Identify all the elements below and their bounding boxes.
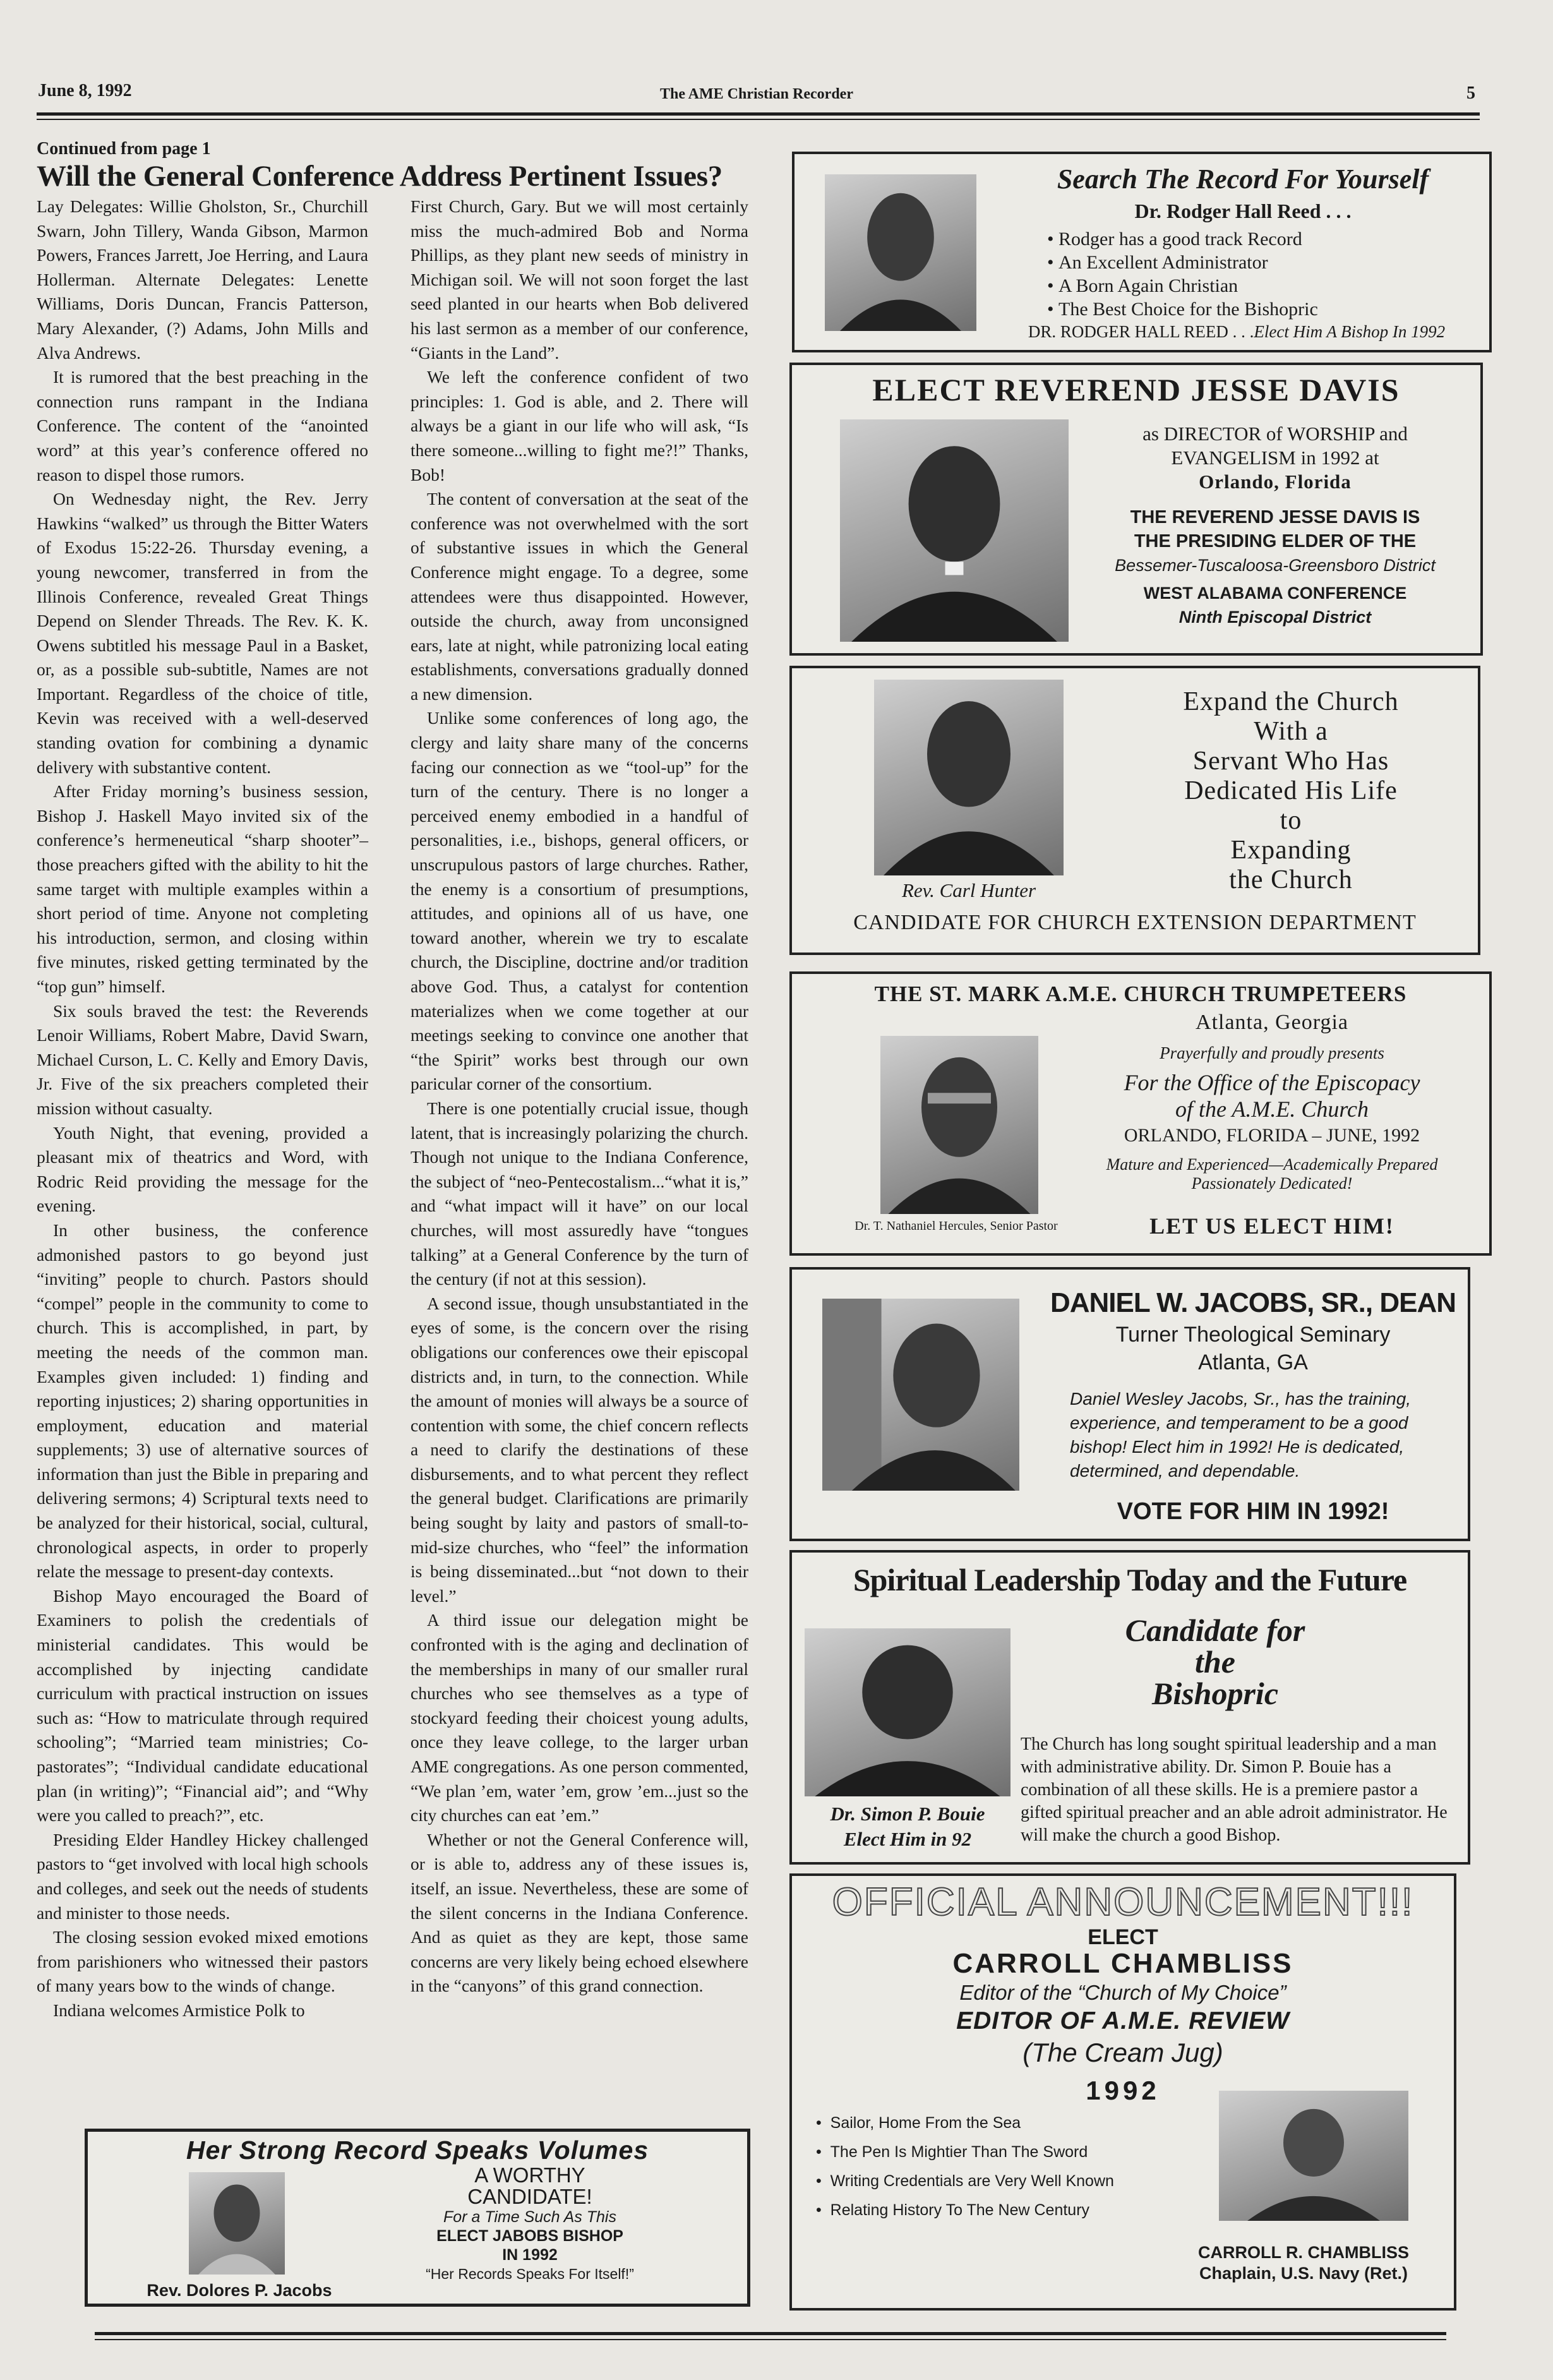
header-rule-thin xyxy=(37,119,1480,120)
paragraph: In other business, the conference admonished pastors to go beyond just “inviting” people to church. Pastors should “compel” people in the community to come to church. This is accomplished, in part, by meeting the needs of the common man. Examples given included: 1) finding and reporting injustices; 2) sharing opportunities in employment, education and material supplements; 3) use of alternative sources of information than just the Bible in preparing and delivering sermons; 4) Scriptural texts need to be analyzed for their historical, social, cultural, chronological aspects, in order to properly relate the message to present-day contexts. xyxy=(37,1220,368,1582)
continued-label: Continued from page 1 xyxy=(37,139,211,159)
paragraph: Youth Night, that evening, provided a pleasant mix of theatrics and Word, with Rodric Reid providing the message for the evening. xyxy=(37,1122,368,1216)
publication-name: The AME Christian Recorder xyxy=(660,86,853,102)
bullet-list xyxy=(1047,227,1318,321)
ad-carl-hunter xyxy=(789,666,1480,955)
paragraph: A third issue our delegation might be confronted with is the aging and declination of the memberships in many of our smaller rural churches who see themselves as a type of stockyard feeding their choicest young adults, once they leave college, to the larger urban AME congregations. As one person commented, “We plan ’em, water ’em, grow ’em...just so the city churches can eat ’em.” xyxy=(411,1610,748,1825)
ad-description: The Church has long sought spiritual leadership and a man with administrative ability. Dr. Simon P. Bouie has a combination of all these skills. He is a premiere pastor a gifted spiritual preacher and an able adroit administrator. He will make the church a good Bishop. xyxy=(1021,1734,1448,1845)
list-item: • Sailor, Home From the Sea xyxy=(816,2114,1021,2132)
footer-rule-thin xyxy=(95,2339,1446,2340)
ad-jesse-davis xyxy=(789,363,1483,656)
article-headline: Will the General Conference Address Pertinent Issues? xyxy=(37,160,723,193)
bullet-list xyxy=(816,2108,1114,2225)
ad-slogan: LET US ELECT HIM! xyxy=(1149,1213,1394,1239)
list-item: • An Excellent Administrator xyxy=(1047,252,1268,273)
paragraph: The closing session evoked mixed emotions from parishioners who witnessed their pastors of many years bow to the winds of change. xyxy=(37,1927,368,1996)
list-item: • Writing Credentials are Very Well Known xyxy=(816,2172,1114,2190)
ad-title: ELECT REVEREND JESSE DAVIS xyxy=(872,372,1400,407)
ad-footer: DR. RODGER HALL REED . . .Elect Him A Bishop In 1992 xyxy=(1028,322,1446,341)
photo-caption: CARROLL R. CHAMBLISS Chaplain, U.S. Navy (Ret.) xyxy=(1198,2243,1409,2283)
portrait-photo xyxy=(805,1628,1010,1796)
office: EDITOR OF A.M.E. REVIEW xyxy=(956,2007,1290,2034)
list-item: • The Best Choice for the Bishopric xyxy=(1047,299,1318,320)
portrait-photo xyxy=(840,419,1069,642)
portrait-photo xyxy=(1219,2091,1408,2221)
header-rule xyxy=(37,112,1480,116)
list-item: • Relating History To The New Century xyxy=(816,2201,1090,2219)
ad-footer: CANDIDATE FOR CHURCH EXTENSION DEPARTMENT xyxy=(853,911,1417,934)
ad-text: Prayerfully and proudly presents For the Office of the Episcopacy of the A.M.E. Church ORLANDO, FLORIDA – JUNE, 1992 Mature and Experienced—Academically Prepared Passionately Dedicated! xyxy=(1106,1043,1438,1193)
editor-of: Editor of the “Church of My Choice” xyxy=(959,1981,1286,2004)
nickname: (The Cream Jug) xyxy=(1022,2038,1223,2067)
photo-caption: Rev. Dolores P. Jacobs xyxy=(147,2281,332,2300)
portrait-photo xyxy=(822,1299,1019,1491)
candidate-name: CARROLL CHAMBLISS xyxy=(952,1948,1293,1979)
ad-simon-bouie xyxy=(789,1550,1470,1865)
portrait-photo xyxy=(189,2172,285,2275)
elect-label: ELECT xyxy=(1088,1925,1158,1949)
portrait-photo xyxy=(880,1036,1038,1214)
ad-title: Her Strong Record Speaks Volumes xyxy=(186,2136,649,2165)
announcement-banner: OFFICIAL ANNOUNCEMENT!!! xyxy=(832,1880,1414,1924)
city: Atlanta, GA xyxy=(1198,1350,1308,1374)
footer-rule xyxy=(95,2332,1446,2335)
portrait-photo xyxy=(874,680,1064,875)
paragraph: Lay Delegates: Willie Gholston, Sr., Churchill Swarn, John Tillery, Wanda Gibson, Marmon Powers, Frances Jarrett, Joe Herring, and Laura Hollerman. Alternate Delegates: Lenette Williams, Doris Duncan, Francis Patterson, Mary Alexander, (?) Adams, John Mills and Alva Andrews. xyxy=(37,196,368,363)
list-item: • Rodger has a good track Record xyxy=(1047,229,1302,249)
ad-text: A WORTHY CANDIDATE! For a Time Such As This ELECT JABOBS BISHOP IN 1992 “Her Records Speaks For Itself!” xyxy=(426,2163,634,2282)
paragraph: The content of conversation at the seat of the conference was not overwhelmed with the sort of substantive issues in which the General Conference might engage. To a degree, some attendees were thus disappointed. However, outside the church, away from unconsigned ears, late at night, while patronizing local eating establishments, conversations gradually donned a new dimension. xyxy=(411,489,748,704)
ad-daniel-jacobs xyxy=(789,1267,1470,1541)
paragraph: There is one potentially crucial issue, though latent, that is increasingly polarizing the church. Though not unique to the Indiana Conference, the subject of “neo-Pentecostalism...“what it is,” and “what impact will it have” on our local churches, will most assuredly have “tongues talking” at a General Conference by the turn of the century (if not at this session). xyxy=(411,1098,748,1289)
ad-rodger-reed xyxy=(792,152,1492,352)
candidate-name: Dr. Rodger Hall Reed . . . xyxy=(1134,200,1352,222)
issue-date: June 8, 1992 xyxy=(38,81,132,100)
article-column-1 xyxy=(37,195,368,2023)
paragraph: Unlike some conferences of long ago, the clergy and laity share many of the concerns facing our connection as we “tool-up” for the turn of the century. There is no longer a perceived enemy embodied in a handful of personalities, i.e., bishops, general officers, or unscrupulous pastors of large churches. Rather, the enemy is a consortium of presumptions, attitudes, and opinions all of us have, one toward another, wherein we try to escalate church, the Discipline, doctrine and/or tradition above God. Thus, a catalyst for contention materializes when we come together at our meetings seeking to convince one another that “the Spirit” works best through our own paricular corner of the consortium. xyxy=(411,708,748,1094)
paragraph: First Church, Gary. But we will most certainly miss the much-admired Bob and Norma Phillips, as they plant new seeds of ministry in Michigan soil. We will not soon forget the last seed planted in our hearts when Bob delivered his last sermon as a member of our conference, “Giants in the Land”. xyxy=(411,196,748,363)
page-number: 5 xyxy=(1466,83,1475,103)
photo-caption: Dr. T. Nathaniel Hercules, Senior Pastor xyxy=(854,1219,1058,1233)
ad-city: Atlanta, Georgia xyxy=(1196,1011,1348,1034)
candidate-name: DANIEL W. JACOBS, SR., DEAN xyxy=(1050,1287,1456,1318)
paragraph: We left the conference confident of two principles: 1. God is able, and 2. There will always be a giant in our life who will ask, “Is there someone...willing to fight me?!” Thanks, Bob! xyxy=(411,367,748,484)
year: 1992 xyxy=(1086,2076,1160,2105)
ad-description: Daniel Wesley Jacobs, Sr., has the training, experience, and temperament to be a good bishop! Elect him in 1992! He is dedicated, determined, and dependable. xyxy=(1070,1389,1412,1481)
paragraph: A second issue, though unsubstantiated in the eyes of some, is the concern over the rising obligations our conferences owe their episcopal districts and, in turn, to the connection. While the amount of monies will always be a source of contention with some, the chief concern reflects a need to clarify the destinations of these disbursements, and to what percent they reflect the general budget. Clarifications are primarily being sought by laity and pastors of small-to-mid-size churches, who “feel” the information is being disseminated...but “not down to their level.” xyxy=(411,1293,748,1606)
seminary: Turner Theological Seminary xyxy=(1115,1323,1391,1347)
ad-title: Spiritual Leadership Today and the Future xyxy=(853,1562,1407,1597)
ad-dolores-jacobs xyxy=(85,2129,750,2307)
ad-subtext: THE REVEREND JESSE DAVIS IS THE PRESIDING ELDER OF THE Bessemer-Tuscaloosa-Greensboro District WEST ALABAMA CONFERENCE Ninth Episcopal District xyxy=(1115,507,1436,627)
paragraph: Bishop Mayo encouraged the Board of Examiners to polish the credentials of ministerial candidates. This would be accomplished by injecting candidate curriculum with practical instruction on issues such as: “How to matriculate through required schooling”; “Married team ministries; Co-pastorates”; “Individual candidate educational plan (in writing)”; “Financial aid”; and “Why were you called to preach?”, etc. xyxy=(37,1585,368,1825)
paragraph: Whether or not the General Conference will, or is able to, address any of these issues is, itself, an issue. Nevertheless, these are some of the silent concerns in the Indiana Conference. And as quiet as they are kept, those same concerns are very likely being echoed elsewhere in the “canyons” of this grand connection. xyxy=(411,1829,748,1996)
ad-text: as DIRECTOR of WORSHIP and EVANGELISM in 1992 at Orlando, Florida xyxy=(1142,423,1408,493)
ad-title: THE ST. MARK A.M.E. CHURCH TRUMPETEERS xyxy=(874,982,1407,1006)
paragraph: After Friday morning’s business session, Bishop J. Haskell Mayo invited six of the conference’s hermeneutical “sharp shooter”–those preachers gifted with the ability to hit the same target with multiple examples within a short period of time. Anyone not completing his introduction, sermon, and closing within five minutes, risked getting terminated by the “top gun” himself. xyxy=(37,781,368,996)
list-item: • A Born Again Christian xyxy=(1047,275,1238,296)
paragraph: It is rumored that the best preaching in the connection runs rampant in the Indiana Conference. The content of the “anointed word” at this year’s conference offered no reason to dispel those rumors. xyxy=(37,367,368,484)
paragraph: On Wednesday night, the Rev. Jerry Hawkins “walked” us through the Bitter Waters of Exodus 15:22-26. Thursday evening, a young newcomer, transferred in from the Illinois Conference, revealed Great Things Depend on Slender Threads. The Rev. K. K. Owens subtitled his message Paul in a Basket, or, as a possible sub-subtitle, Names are not Important. Regardless of the choice of title, Kevin was received with a well-deserved standing ovation for combining a dynamic delivery with substantive content. xyxy=(37,489,368,777)
list-item: • The Pen Is Mightier Than The Sword xyxy=(816,2143,1088,2161)
candidacy: Candidate for the Bishopric xyxy=(1125,1613,1305,1711)
ad-slogan: Expand the Church With a Servant Who Has Dedicated His Life to Expanding the Church xyxy=(1183,687,1399,894)
photo-caption: Dr. Simon P. Bouie Elect Him in 92 xyxy=(830,1803,985,1850)
photo-caption: Rev. Carl Hunter xyxy=(901,879,1036,901)
paragraph: Six souls braved the test: the Reverends Lenoir Williams, Robert Mabre, David Swarn, Michael Curson, L. C. Kelly and Emory Davis, Jr. Five of the six preachers completed their mission without casualty. xyxy=(37,1001,368,1118)
ad-carroll-chambliss xyxy=(789,1873,1456,2311)
ad-nathaniel-hercules xyxy=(789,971,1492,1256)
paragraph: Presiding Elder Handley Hickey challenged pastors to “get involved with local high schools and colleges, and seek out the needs of students and minister to those needs. xyxy=(37,1829,368,1923)
article-column-2 xyxy=(411,195,748,1998)
portrait-photo xyxy=(825,174,976,331)
paragraph: Indiana welcomes Armistice Polk to xyxy=(53,2000,305,2020)
ad-slogan: VOTE FOR HIM IN 1992! xyxy=(1117,1498,1389,1525)
ad-title: Search The Record For Yourself xyxy=(1057,164,1429,195)
